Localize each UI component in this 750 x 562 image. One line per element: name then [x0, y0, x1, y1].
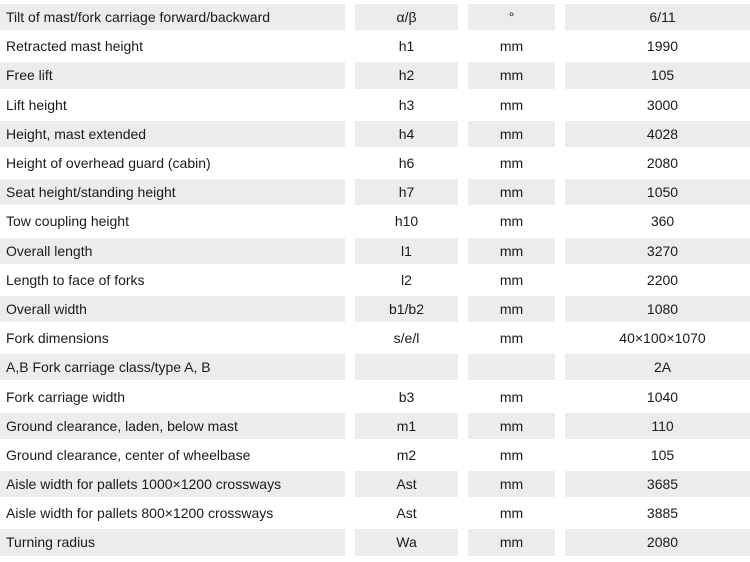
row-unit: mm: [468, 121, 555, 147]
row-description: Tow coupling height: [0, 208, 345, 234]
row-description: Aisle width for pallets 800×1200 crossways: [0, 500, 345, 526]
row-value: 2080: [565, 150, 750, 176]
row-unit: mm: [468, 208, 555, 234]
row-symbol: α/β: [355, 4, 458, 30]
table-row: [0, 413, 750, 439]
row-description: Seat height/standing height: [0, 179, 345, 205]
row-value: 1080: [565, 296, 750, 322]
table-row: [0, 150, 750, 176]
table-row: [0, 383, 750, 409]
row-symbol: l1: [355, 238, 458, 264]
row-description: Height of overhead guard (cabin): [0, 150, 345, 176]
row-value: 105: [565, 442, 750, 468]
table-row: [0, 179, 750, 205]
table-row: [0, 354, 750, 380]
row-symbol: Ast: [355, 471, 458, 497]
row-value: 2080: [565, 529, 750, 555]
row-symbol: h4: [355, 121, 458, 147]
row-description: Ground clearance, center of wheelbase: [0, 442, 345, 468]
row-value: 40×100×1070: [565, 325, 750, 351]
row-value: 4028: [565, 121, 750, 147]
row-value: 1040: [565, 383, 750, 409]
row-symbol: h1: [355, 33, 458, 59]
row-description: A,B Fork carriage class/type A, B: [0, 354, 345, 380]
row-description: Overall length: [0, 238, 345, 264]
row-symbol: l2: [355, 267, 458, 293]
row-description: Overall width: [0, 296, 345, 322]
row-value: 105: [565, 62, 750, 88]
row-unit: mm: [468, 179, 555, 205]
row-description: Turning radius: [0, 529, 345, 555]
row-symbol: s/e/l: [355, 325, 458, 351]
row-symbol: [355, 354, 458, 380]
row-unit: mm: [468, 442, 555, 468]
row-symbol: b1/b2: [355, 296, 458, 322]
row-symbol: h10: [355, 208, 458, 234]
table-row: [0, 325, 750, 351]
row-unit: mm: [468, 471, 555, 497]
table-row: [0, 238, 750, 264]
row-symbol: m2: [355, 442, 458, 468]
table-row: [0, 267, 750, 293]
row-value: 1050: [565, 179, 750, 205]
row-unit: mm: [468, 33, 555, 59]
row-unit: mm: [468, 92, 555, 118]
table-row: [0, 296, 750, 322]
row-description: Ground clearance, laden, below mast: [0, 413, 345, 439]
row-unit: mm: [468, 150, 555, 176]
row-symbol: h3: [355, 92, 458, 118]
row-value: 3685: [565, 471, 750, 497]
row-value: 110: [565, 413, 750, 439]
row-value: 3885: [565, 500, 750, 526]
row-symbol: h2: [355, 62, 458, 88]
row-symbol: b3: [355, 383, 458, 409]
row-description: Lift height: [0, 92, 345, 118]
table-row: [0, 442, 750, 468]
row-symbol: h7: [355, 179, 458, 205]
row-symbol: h6: [355, 150, 458, 176]
row-value: 6/11: [565, 4, 750, 30]
row-description: Length to face of forks: [0, 267, 345, 293]
row-description: Tilt of mast/fork carriage forward/backward: [0, 4, 345, 30]
row-unit: mm: [468, 383, 555, 409]
table-row: [0, 471, 750, 497]
row-symbol: m1: [355, 413, 458, 439]
row-description: Height, mast extended: [0, 121, 345, 147]
row-unit: °: [468, 4, 555, 30]
row-value: 2A: [565, 354, 750, 380]
table-row: [0, 500, 750, 526]
row-unit: mm: [468, 62, 555, 88]
row-unit: mm: [468, 238, 555, 264]
row-description: Fork dimensions: [0, 325, 345, 351]
row-symbol: Ast: [355, 500, 458, 526]
row-value: 1990: [565, 33, 750, 59]
row-value: 2200: [565, 267, 750, 293]
table-row: [0, 121, 750, 147]
row-unit: mm: [468, 296, 555, 322]
row-unit: [468, 354, 555, 380]
row-description: Aisle width for pallets 1000×1200 crossways: [0, 471, 345, 497]
row-description: Retracted mast height: [0, 33, 345, 59]
table-row: [0, 92, 750, 118]
row-unit: mm: [468, 325, 555, 351]
row-description: Fork carriage width: [0, 383, 345, 409]
row-unit: mm: [468, 529, 555, 555]
row-unit: mm: [468, 500, 555, 526]
table-row: [0, 33, 750, 59]
table-row: [0, 529, 750, 555]
table-row: [0, 208, 750, 234]
row-value: 360: [565, 208, 750, 234]
table-row: [0, 4, 750, 30]
table-row: [0, 62, 750, 88]
row-description: Free lift: [0, 62, 345, 88]
row-symbol: Wa: [355, 529, 458, 555]
row-unit: mm: [468, 267, 555, 293]
row-value: 3000: [565, 92, 750, 118]
row-value: 3270: [565, 238, 750, 264]
row-unit: mm: [468, 413, 555, 439]
